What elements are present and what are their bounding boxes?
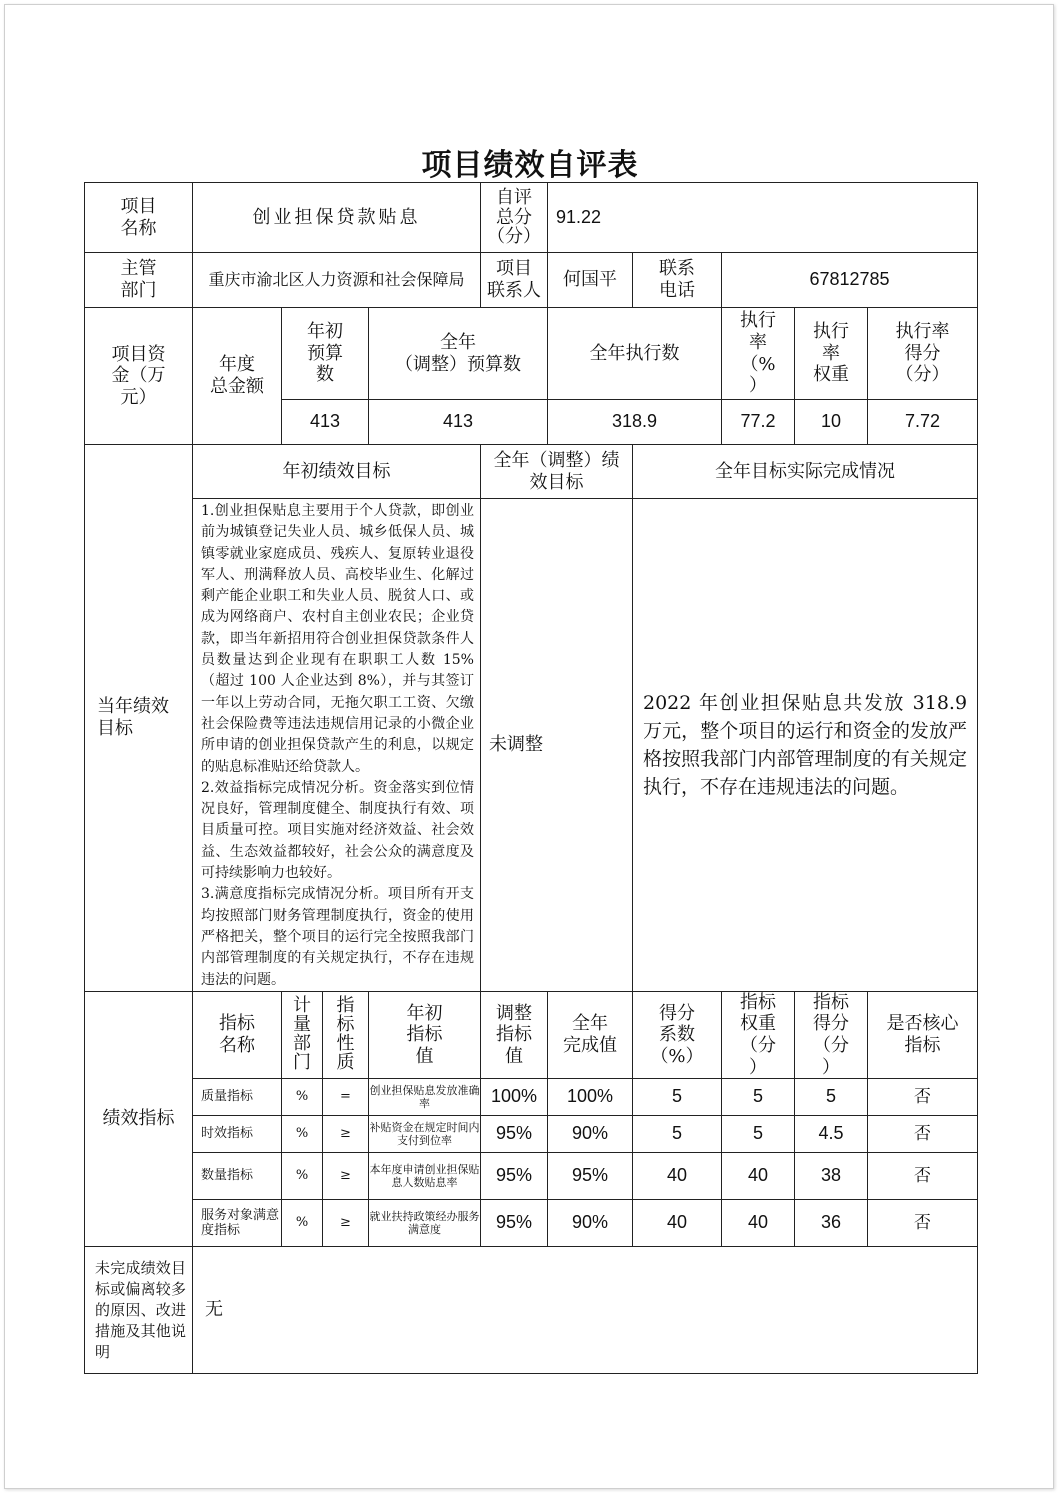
indicator-nature: ≥ [323, 1116, 369, 1153]
indicator-weight-value: 5 [722, 1116, 795, 1153]
annual-total-header: 年度 总金额 [193, 308, 282, 445]
indicators-label: 绩效指标 [85, 991, 193, 1246]
contact-name: 何国平 [548, 253, 633, 308]
department-row [85, 253, 978, 308]
initial-goal-text [193, 499, 481, 992]
indicator-core-value: 否 [868, 1116, 978, 1153]
indicator-name: 数量指标 [193, 1153, 282, 1200]
phone-label: 联系 电话 [633, 253, 722, 308]
indicator-unit: % [282, 1200, 323, 1247]
indicator-nature: ≥ [323, 1153, 369, 1200]
goal-paragraph-1: 1.创业担保贴息主要用于个人贷款，即创业前为城镇登记失业人员、城乡低保人员、城镇零就业家庭成员、残疾人、复原转业退役军人、刑满释放人员、高校毕业生、化解过剩产能企业职工和失业人员、脱贫人口、或成为网络商户、农村自主创业农民；企业贷款，即当年新招用符合创业担保贷款条件人员数量达到企业现有在职职工人数 15%（超过 100 人企业达到 8%），并与其签订一年以上劳动合同，无拖欠职工工资、欠缴社会保险费等违法违规信用记录的小微企业所申请的创业担保贷款产生的利息，以规定的贴息标准贴还给贷款人。 [201, 503, 474, 775]
rate-score-value: 7.72 [868, 400, 978, 445]
indicator-core-value: 否 [868, 1153, 978, 1200]
indicator-nature: ≥ [323, 1200, 369, 1247]
indicator-coef-value: 5 [633, 1116, 722, 1153]
indicator-nature-header: 指 标 性 质 [323, 991, 369, 1078]
table-row [85, 1079, 978, 1116]
goals-content-row [85, 499, 978, 992]
actual-completion-text: 2022 年创业担保贴息共发放 318.9 万元，整个项目的运行和资金的发放严格按照我部门内部管理制度的有关规定执行，不存在违规违法的问题。 [633, 499, 978, 992]
indicator-coef-value: 40 [633, 1200, 722, 1247]
adjusted-goal-text: 未调整 [481, 499, 633, 992]
exec-rate-header: 执行 率 （% ） [722, 308, 795, 400]
indicator-score-header: 指标 得分 （分 ） [795, 991, 868, 1078]
executed-value: 318.9 [548, 400, 722, 445]
project-name-row [85, 183, 978, 253]
self-score-label: 自评 总分 （分） [481, 183, 548, 253]
indicator-adjusted-value: 95% [481, 1153, 548, 1200]
indicator-weight-value: 40 [722, 1153, 795, 1200]
table-row [85, 1116, 978, 1153]
phone-number: 67812785 [722, 253, 978, 308]
rate-score-header: 执行率 得分 （分） [868, 308, 978, 400]
indicator-weight-header: 指标 权重 （分 ） [722, 991, 795, 1078]
rate-weight-header: 执行 率 权重 [795, 308, 868, 400]
remarks-row [85, 1247, 978, 1374]
indicator-completed-value: 90% [548, 1116, 633, 1153]
rate-weight-value: 10 [795, 400, 868, 445]
indicator-coef-header: 得分 系数 （%） [633, 991, 722, 1078]
indicator-completed-value: 100% [548, 1079, 633, 1116]
table-row [85, 1153, 978, 1200]
indicator-unit: % [282, 1153, 323, 1200]
goal-paragraph-2: 2.效益指标完成情况分析。资金落实到位情况良好，管理制度健全、制度执行有效、项目质量可控。项目实施对经济效益、社会效益、生态效益都较好，社会公众的满意度及可持续影响力也较好。 [201, 779, 474, 882]
indicator-completed-value: 95% [548, 1153, 633, 1200]
adjusted-budget-value: 413 [369, 400, 548, 445]
indicator-name: 质量指标 [193, 1079, 282, 1116]
indicator-name: 服务对象满意度指标 [193, 1200, 282, 1247]
adjusted-budget-header: 全年 （调整）预算数 [369, 308, 548, 400]
project-name: 创业担保贷款贴息 [193, 183, 481, 253]
indicator-unit: % [282, 1079, 323, 1116]
remarks-value: 无 [193, 1247, 978, 1374]
indicator-nature: = [323, 1079, 369, 1116]
exec-rate-value: 77.2 [722, 400, 795, 445]
indicator-initial-value: 补贴资金在规定时间内支付到位率 [369, 1116, 481, 1153]
indicator-initial-header: 年初 指标 值 [369, 991, 481, 1078]
remarks-label: 未完成绩效目标或偏离较多的原因、改进措施及其他说明 [85, 1247, 193, 1374]
page-title: 项目绩效自评表 [421, 148, 639, 183]
indicator-adjusted-header: 调整 指标 值 [481, 991, 548, 1078]
evaluation-table [84, 182, 978, 1374]
department-name: 重庆市渝北区人力资源和社会保障局 [193, 253, 481, 308]
indicator-core-header: 是否核心 指标 [868, 991, 978, 1078]
indicator-weight-value: 40 [722, 1200, 795, 1247]
indicator-score-value: 38 [795, 1153, 868, 1200]
indicator-name-header: 指标 名称 [193, 991, 282, 1078]
indicator-coef-value: 40 [633, 1153, 722, 1200]
funds-header-row [85, 308, 978, 400]
table-row [85, 1200, 978, 1247]
goal-paragraph-3: 3.满意度指标完成情况分析。项目所有开支均按照部门财务管理制度执行，资金的使用严格把关，整个项目的运行完全按照我部门内部管理制度的有关规定执行，不存在违规违法的问题。 [201, 886, 474, 988]
actual-completion-header: 全年目标实际完成情况 [633, 445, 978, 499]
initial-goal-header: 年初绩效目标 [193, 445, 481, 499]
indicator-adjusted-value: 100% [481, 1079, 548, 1116]
goals-label: 当年绩效 目标 [85, 445, 193, 992]
indicator-adjusted-value: 95% [481, 1200, 548, 1247]
indicator-completed-header: 全年 完成值 [548, 991, 633, 1078]
initial-budget-value: 413 [282, 400, 369, 445]
self-score-value: 91.22 [548, 183, 978, 253]
executed-header: 全年执行数 [548, 308, 722, 400]
indicators-header-row [85, 991, 978, 1078]
indicator-adjusted-value: 95% [481, 1116, 548, 1153]
indicator-initial-value: 本年度申请创业担保贴息人数贴息率 [369, 1153, 481, 1200]
indicator-name: 时效指标 [193, 1116, 282, 1153]
project-name-label: 项目 名称 [85, 183, 193, 253]
indicator-initial-value: 创业担保贴息发放准确率 [369, 1079, 481, 1116]
indicator-completed-value: 90% [548, 1200, 633, 1247]
indicator-weight-value: 5 [722, 1079, 795, 1116]
adjusted-goal-header: 全年（调整）绩 效目标 [481, 445, 633, 499]
initial-budget-header: 年初 预算 数 [282, 308, 369, 400]
funds-label: 项目资 金（万 元） [85, 308, 193, 445]
goals-header-row [85, 445, 978, 499]
indicator-initial-value: 就业扶持政策经办服务满意度 [369, 1200, 481, 1247]
indicator-unit-header: 计 量 部 门 [282, 991, 323, 1078]
contact-label: 项目 联系人 [481, 253, 548, 308]
indicator-unit: % [282, 1116, 323, 1153]
indicator-coef-value: 5 [633, 1079, 722, 1116]
department-label: 主管 部门 [85, 253, 193, 308]
indicator-score-value: 36 [795, 1200, 868, 1247]
indicator-core-value: 否 [868, 1079, 978, 1116]
indicator-score-value: 5 [795, 1079, 868, 1116]
indicator-core-value: 否 [868, 1200, 978, 1247]
indicator-score-value: 4.5 [795, 1116, 868, 1153]
